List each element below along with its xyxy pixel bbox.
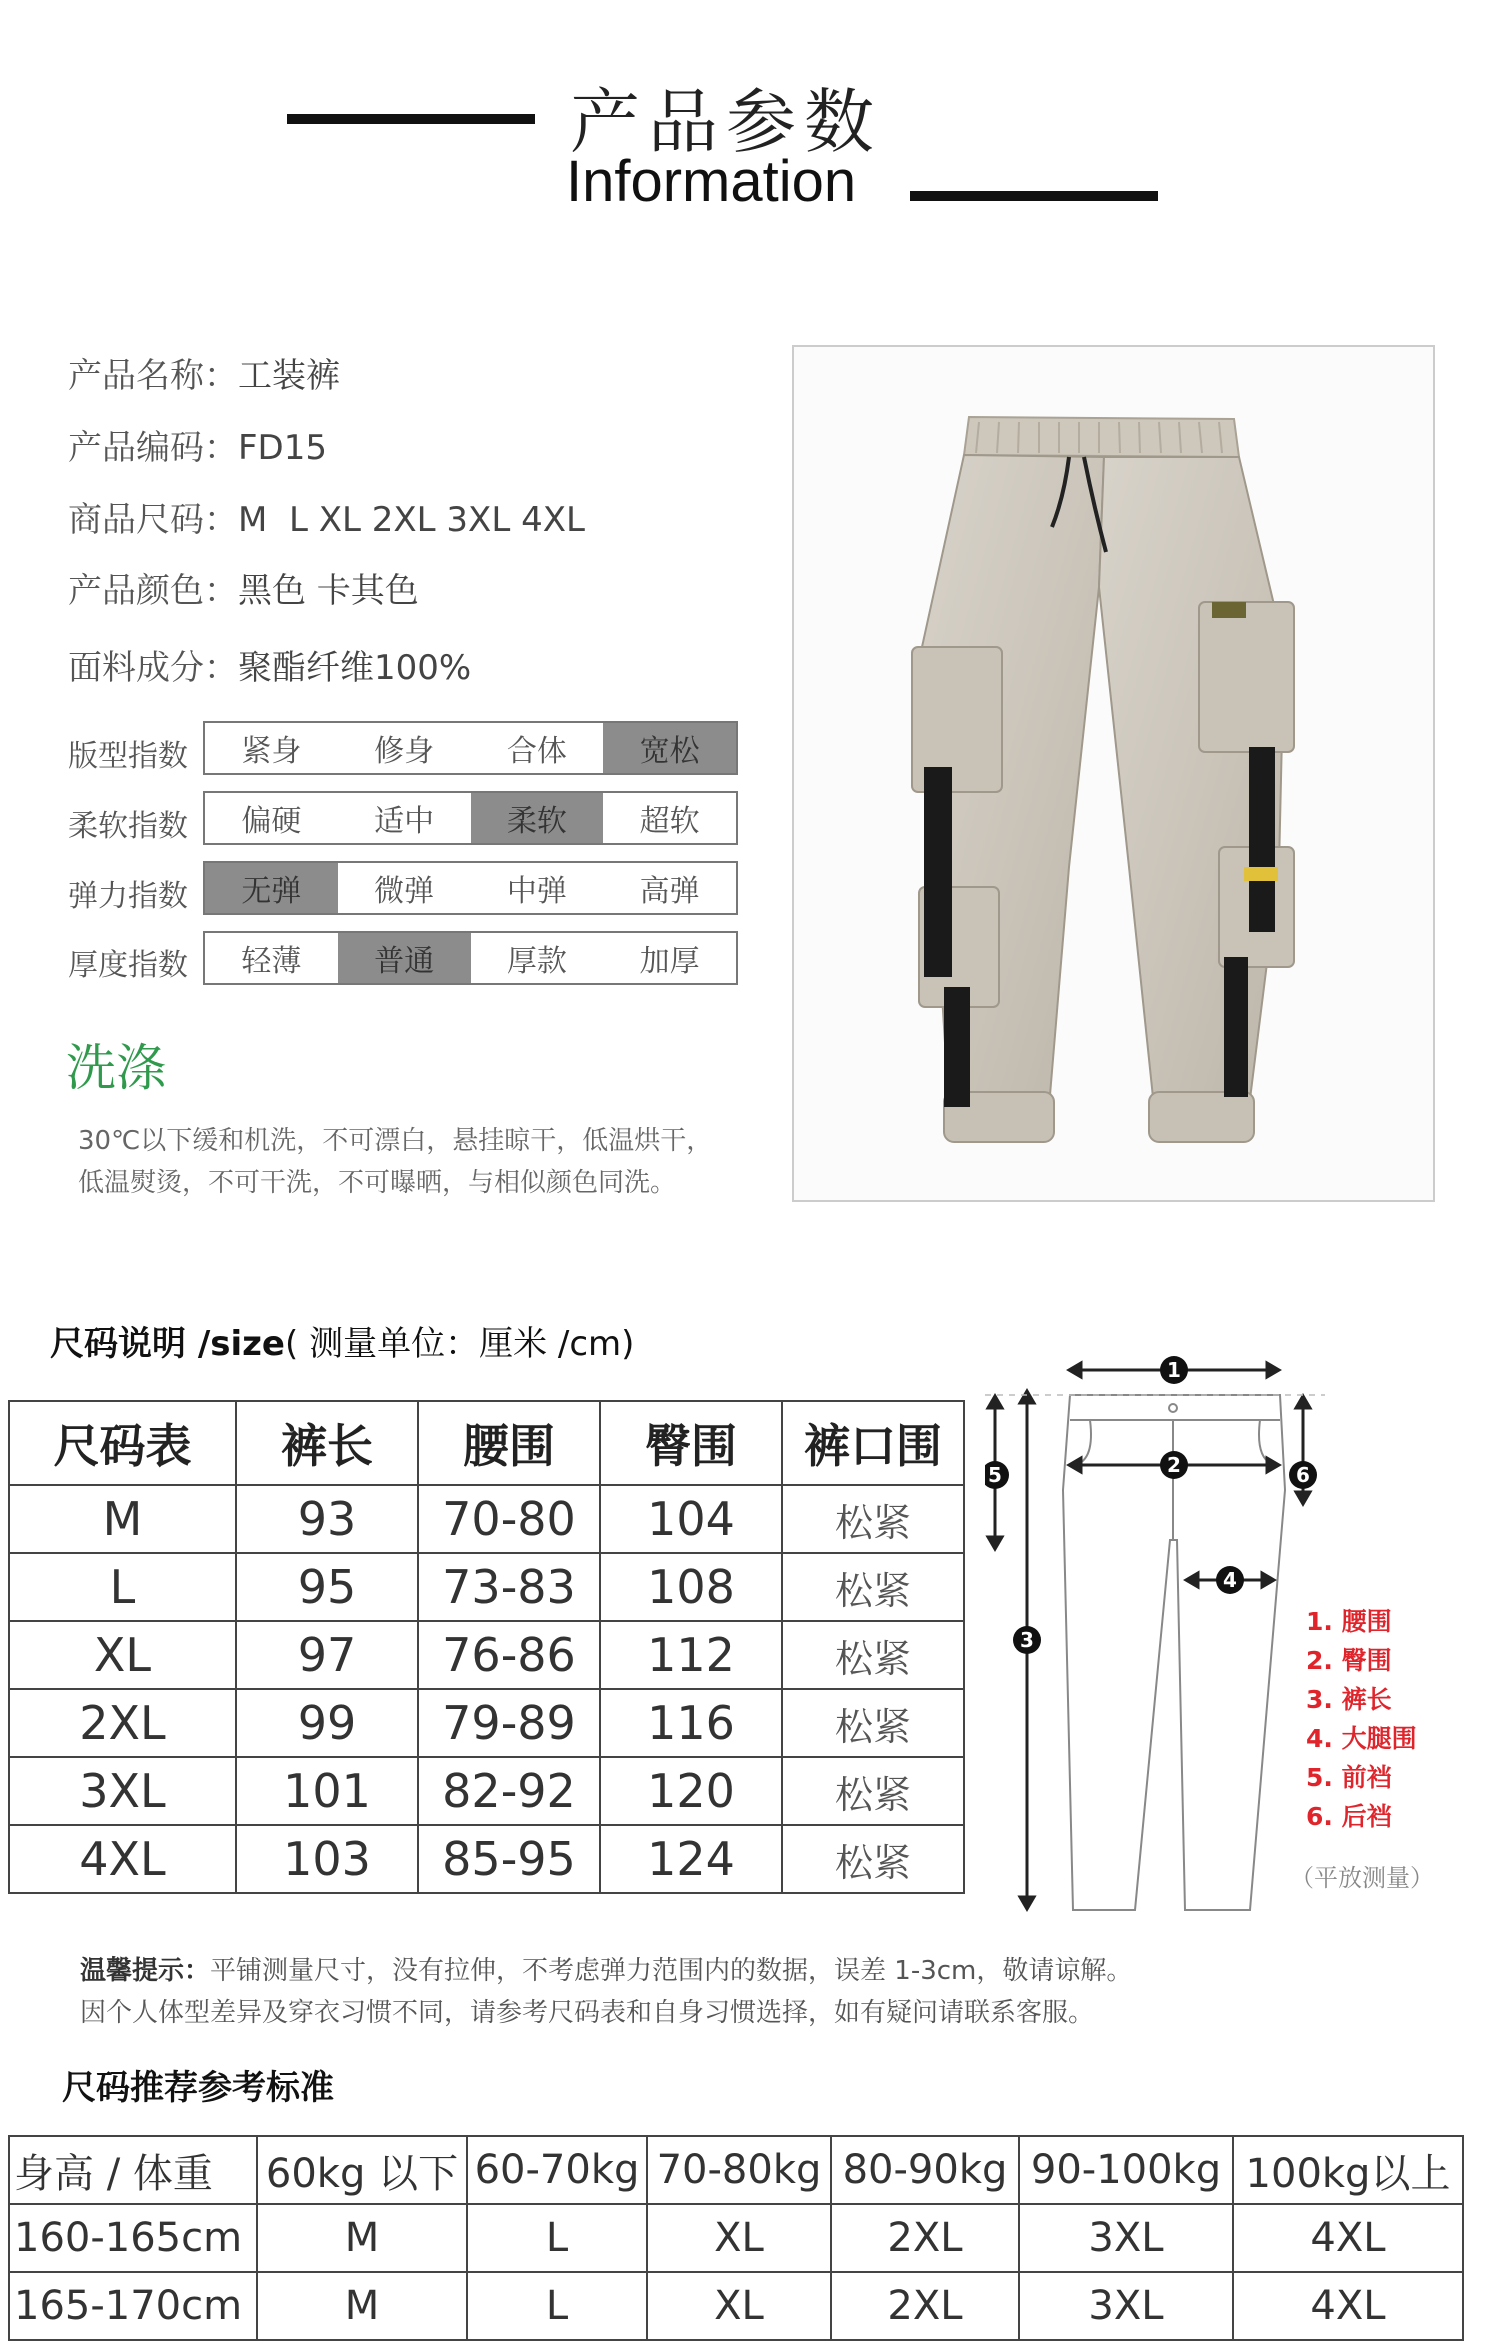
rec-size-cell: M [257, 2204, 467, 2272]
thickness-option: 轻薄 [241, 944, 302, 979]
rec-size-cell: 4XL [1233, 2204, 1463, 2272]
rec-size-cell: 4XL [1233, 2272, 1463, 2340]
rec-size-cell: L [467, 2272, 647, 2340]
marker-5: 5 [988, 1463, 1002, 1487]
waist-cell: 76-86 [418, 1621, 600, 1689]
rec-col-header: 90-100kg [1019, 2136, 1233, 2204]
elasticity-option: 高弹 [639, 874, 700, 909]
tip-text: 平铺测量尺寸，没有拉伸，不考虑弹力范围内的数据，误差 1-3cm，敬请谅解。 [210, 1956, 1133, 1986]
recommend-heading: 尺码推荐参考标准 [62, 2068, 334, 2108]
hip-cell: 124 [600, 1825, 782, 1893]
info-name [68, 348, 340, 397]
height-cell: 160-165cm [9, 2204, 257, 2272]
recommend-header-row [9, 2136, 1463, 2204]
size-col-header: 尺码表 [9, 1401, 236, 1485]
flat-measure-note: （平放测量） [1290, 1864, 1434, 1892]
info-sizes [68, 492, 585, 541]
wash-instructions [78, 1120, 798, 1204]
elasticity-index-scale [203, 861, 738, 915]
page-title: 产品参数 [570, 81, 882, 163]
rec-size-cell: 3XL [1019, 2204, 1233, 2272]
elasticity-option-selected: 无弹 [205, 863, 338, 913]
hip-cell: 116 [600, 1689, 782, 1757]
rec-size-cell: XL [647, 2272, 831, 2340]
fit-option: 合体 [506, 734, 567, 769]
info-material [68, 640, 471, 689]
hip-cell: 104 [600, 1485, 782, 1553]
wash-line: 30℃以下缓和机洗，不可漂白，悬挂晾干，低温烘干， [78, 1126, 713, 1156]
info-label: 商品尺码： [68, 500, 238, 540]
size-cell: M [9, 1485, 236, 1553]
elasticity-option: 微弹 [374, 874, 435, 909]
thickness-index-label: 厚度指数 [68, 948, 188, 983]
hip-cell: 112 [600, 1621, 782, 1689]
legend-item: 5. 前裆 [1306, 1763, 1392, 1792]
length-cell: 103 [236, 1825, 418, 1893]
rec-col-header: 80-90kg [831, 2136, 1019, 2204]
table-row [9, 1825, 964, 1893]
wash-line: 低温熨烫，不可干洗，不可曝晒，与相似颜色同洗。 [78, 1168, 677, 1198]
marker-2: 2 [1167, 1453, 1181, 1477]
hem-cell: 松紧 [782, 1825, 964, 1893]
info-label: 产品编码： [68, 428, 238, 468]
rec-size-cell: 2XL [831, 2204, 1019, 2272]
length-cell: 95 [236, 1553, 418, 1621]
hem-cell: 松紧 [782, 1621, 964, 1689]
softness-option: 超软 [639, 804, 700, 839]
thickness-option: 厚款 [506, 944, 567, 979]
table-row [9, 2204, 1463, 2272]
tip-line-1 [80, 1950, 1132, 1987]
rec-size-cell: 2XL [831, 2272, 1019, 2340]
rec-size-cell: 3XL [1019, 2272, 1233, 2340]
table-row [9, 1621, 964, 1689]
size-heading [50, 1316, 634, 1365]
waist-cell: 82-92 [418, 1757, 600, 1825]
wash-heading: 洗涤 [66, 1039, 166, 1097]
size-col-header: 裤口围 [782, 1401, 964, 1485]
legend-item: 4. 大腿围 [1306, 1724, 1417, 1753]
measurement-diagram [985, 1340, 1345, 1920]
table-row [9, 1689, 964, 1757]
tip-line-2: 因个人体型差异及穿衣习惯不同，请参考尺码表和自身习惯选择，如有疑问请联系客服。 [80, 1998, 1095, 2028]
fit-option-selected: 宽松 [603, 723, 736, 773]
hip-cell: 120 [600, 1757, 782, 1825]
info-value: M L XL 2XL 3XL 4XL [238, 500, 585, 540]
page-subtitle: Information [566, 149, 857, 214]
rec-size-cell: M [257, 2272, 467, 2340]
marker-1: 1 [1167, 1358, 1181, 1382]
size-cell: 2XL [9, 1689, 236, 1757]
legend-item: 3. 裤长 [1306, 1685, 1392, 1714]
size-col-header: 裤长 [236, 1401, 418, 1485]
size-cell: L [9, 1553, 236, 1621]
hem-cell: 松紧 [782, 1757, 964, 1825]
size-cell: 3XL [9, 1757, 236, 1825]
size-col-header: 腰围 [418, 1401, 600, 1485]
marker-3: 3 [1020, 1628, 1034, 1652]
info-colors [68, 563, 419, 612]
size-heading-bold: 尺码说明 /size [50, 1324, 285, 1364]
marker-6: 6 [1296, 1463, 1310, 1487]
legend-item: 1. 腰围 [1306, 1607, 1392, 1636]
info-code [68, 420, 327, 469]
legend-item: 6. 后裆 [1306, 1802, 1392, 1831]
fit-option: 修身 [374, 734, 435, 769]
softness-option: 适中 [374, 804, 435, 839]
hip-cell: 108 [600, 1553, 782, 1621]
table-row [9, 1757, 964, 1825]
elasticity-index-label: 弹力指数 [68, 879, 188, 914]
thickness-option: 加厚 [639, 944, 700, 979]
height-cell: 165-170cm [9, 2272, 257, 2340]
size-heading-unit: ( 测量单位：厘米 /cm) [285, 1324, 635, 1364]
rec-col-header: 60-70kg [467, 2136, 647, 2204]
table-row [9, 2272, 1463, 2340]
waist-cell: 85-95 [418, 1825, 600, 1893]
softness-option-selected: 柔软 [471, 793, 604, 843]
size-table-header [9, 1401, 964, 1485]
size-col-header: 臀围 [600, 1401, 782, 1485]
info-label: 产品颜色： [68, 571, 238, 611]
waist-cell: 79-89 [418, 1689, 600, 1757]
table-row [9, 1485, 964, 1553]
recommend-table [8, 2135, 1464, 2341]
length-cell: 93 [236, 1485, 418, 1553]
length-cell: 97 [236, 1621, 418, 1689]
fit-option: 紧身 [241, 734, 302, 769]
elasticity-option: 中弹 [506, 874, 567, 909]
header-rule-right [910, 191, 1158, 201]
size-cell: XL [9, 1621, 236, 1689]
header-rule-left [287, 114, 535, 124]
thickness-option-selected: 普通 [338, 933, 471, 983]
marker-4: 4 [1223, 1568, 1237, 1592]
hem-cell: 松紧 [782, 1553, 964, 1621]
rec-col-header: 100kg以上 [1233, 2136, 1463, 2204]
fit-index-label: 版型指数 [68, 739, 188, 774]
softness-index-label: 柔软指数 [68, 809, 188, 844]
length-cell: 99 [236, 1689, 418, 1757]
info-value: 工装裤 [238, 356, 340, 396]
info-label: 面料成分： [68, 648, 238, 688]
rec-col-header: 身高 / 体重 [9, 2136, 257, 2204]
hem-cell: 松紧 [782, 1485, 964, 1553]
hem-cell: 松紧 [782, 1689, 964, 1757]
rec-col-header: 70-80kg [647, 2136, 831, 2204]
rec-size-cell: L [467, 2204, 647, 2272]
fit-index-scale [203, 721, 738, 775]
waist-cell: 70-80 [418, 1485, 600, 1553]
info-value: 聚酯纤维100% [238, 648, 472, 688]
size-table [8, 1400, 965, 1894]
legend-item: 2. 臀围 [1306, 1646, 1392, 1675]
table-row [9, 1553, 964, 1621]
info-value: FD15 [238, 428, 328, 468]
cargo-pants-image [794, 347, 1433, 1200]
length-cell: 101 [236, 1757, 418, 1825]
rec-size-cell: XL [647, 2204, 831, 2272]
softness-index-scale [203, 791, 738, 845]
softness-option: 偏硬 [241, 804, 302, 839]
info-value: 黑色 卡其色 [238, 571, 419, 611]
product-photo [792, 345, 1435, 1202]
rec-col-header: 60kg 以下 [257, 2136, 467, 2204]
size-cell: 4XL [9, 1825, 236, 1893]
info-label: 产品名称： [68, 356, 238, 396]
tip-label: 温馨提示： [80, 1956, 211, 1986]
thickness-index-scale [203, 931, 738, 985]
waist-cell: 73-83 [418, 1553, 600, 1621]
